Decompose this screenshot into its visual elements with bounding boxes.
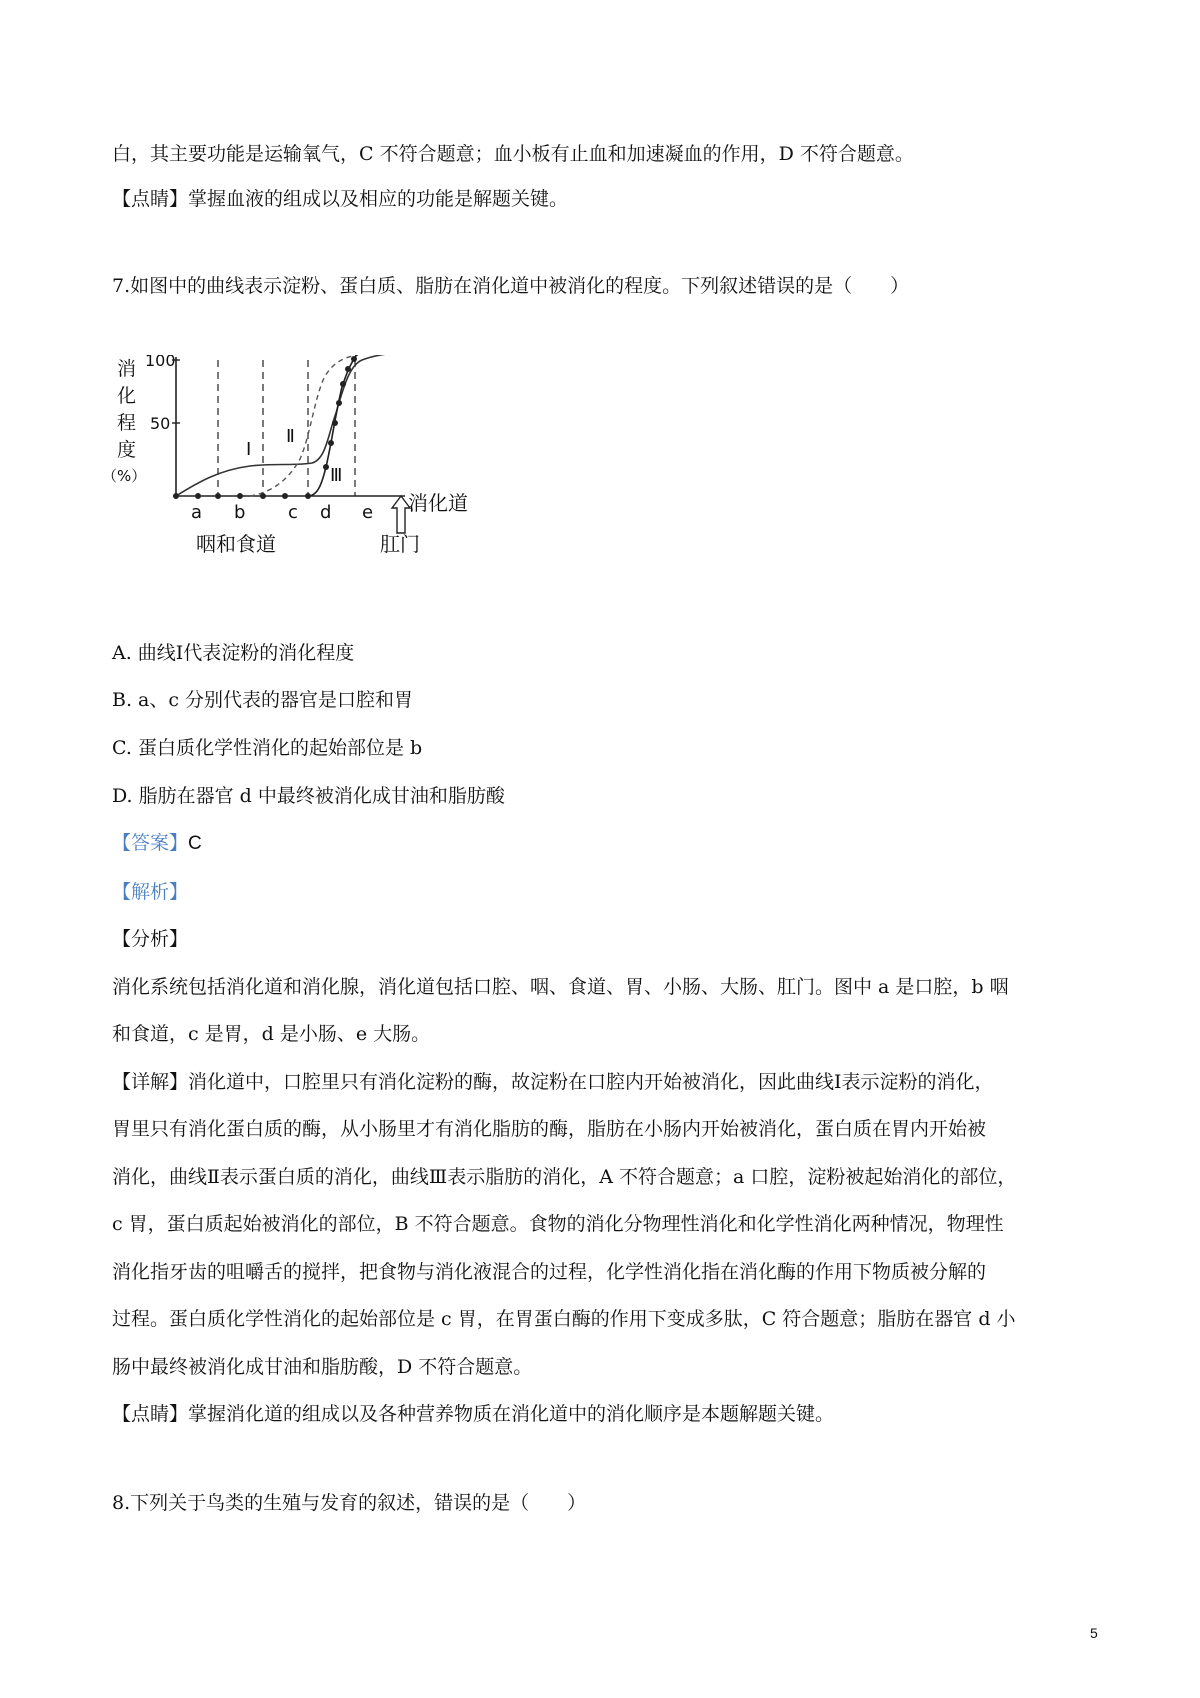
region-label: c — [288, 502, 298, 523]
analysis-line: 和食道，c 是胃，d 是小肠、e 大肠。 — [112, 1023, 431, 1045]
pharynx-label: 咽和食道 — [196, 532, 276, 556]
y-axis-label-char: 度 — [117, 439, 137, 461]
curve-fat-marker — [340, 381, 346, 387]
detail-line: 消化，曲线Ⅱ表示蛋白质的消化，曲线Ⅲ表示脂肪的消化，A 不符合题意；a 口腔，淀粉被起始消化的部位， — [112, 1166, 1017, 1188]
point-line: 【点睛】掌握消化道的组成以及各种营养物质在消化道中的消化顺序是本题解题关键。 — [112, 1403, 835, 1425]
region-label: b — [234, 502, 246, 523]
axis-marker — [305, 493, 311, 499]
curve-fat-marker — [328, 440, 334, 446]
axis-marker — [195, 493, 201, 499]
curve-fat-markers — [323, 356, 357, 470]
axis-marker — [173, 493, 179, 499]
analysis-line: 消化系统包括消化道和消化腺，消化道包括口腔、咽、食道、胃、小肠、大肠、肛门。图中 a 是口腔，b 咽 — [112, 976, 1009, 998]
text-line: 白，其主要功能是运输氧气，C 不符合题意；血小板有止血和加速凝血的作用，D 不符合题意。 — [112, 143, 914, 165]
question-stem: 7.如图中的曲线表示淀粉、蛋白质、脂肪在消化道中被消化的程度。下列叙述错误的是（ ） — [112, 275, 910, 297]
option-b: B. a、c 分别代表的器官是口腔和胃 — [112, 689, 414, 711]
answer-line — [112, 830, 1102, 857]
y-axis-unit: （%） — [102, 467, 147, 485]
curve-fat-marker — [345, 366, 351, 372]
curve-label: Ⅰ — [246, 439, 252, 460]
detail-line: c 胃，蛋白质起始被消化的部位，B 不符合题意。食物的消化分物理性消化和化学性消化两种情况，物理性 — [112, 1213, 1004, 1235]
detail-line: 胃里只有消化蛋白质的酶，从小肠里才有消化脂肪的酶，脂肪在小肠内开始被消化，蛋白质在胃内开始被 — [112, 1118, 987, 1140]
detail-line: 【详解】消化道中，口腔里只有消化淀粉的酶，故淀粉在口腔内开始被消化，因此曲线Ⅰ表示淀粉的消化， — [112, 1071, 994, 1093]
option-c: C. 蛋白质化学性消化的起始部位是 b — [112, 737, 423, 759]
y-tick-label: 100 — [145, 355, 176, 370]
curve-label: Ⅱ — [286, 426, 295, 447]
region-label: e — [362, 502, 374, 523]
answer-value: C — [188, 833, 202, 854]
analysis-label: 【分析】 — [112, 928, 189, 950]
y-axis-label-char: 程 — [117, 412, 137, 434]
digestion-chart — [100, 355, 500, 570]
region-label: d — [320, 502, 332, 523]
detail-line: 肠中最终被消化成甘油和脂肪酸，D 不符合题意。 — [112, 1356, 533, 1378]
text-line: 【点睛】掌握血液的组成以及相应的功能是解题关键。 — [112, 188, 569, 210]
anus-label: 肛门 — [380, 532, 420, 556]
question-stem: 8.下列关于鸟类的生殖与发育的叙述，错误的是（ ） — [112, 1492, 587, 1514]
curve-fat-marker — [323, 464, 329, 470]
explain-label: 【解析】 — [112, 881, 189, 903]
axis-marker — [260, 493, 266, 499]
axis-marker — [215, 493, 221, 499]
page-number: 5 — [1090, 1625, 1098, 1641]
option-a: A. 曲线Ⅰ代表淀粉的消化程度 — [112, 642, 355, 664]
region-label: a — [191, 502, 203, 523]
curve-label: Ⅲ — [330, 465, 343, 486]
curve-fat-marker — [332, 420, 338, 426]
detail-line: 消化指牙齿的咀嚼舌的搅拌，把食物与消化液混合的过程，化学性消化指在消化酶的作用下物质被分解的 — [112, 1261, 987, 1283]
curve-fat-marker — [336, 400, 342, 406]
axis-marker — [237, 493, 243, 499]
answer-label: 【答案】 — [112, 832, 189, 854]
curve-fat-marker — [351, 356, 357, 362]
y-axis-label-char: 消 — [117, 358, 137, 380]
axis-marker — [282, 493, 288, 499]
x-axis-label: 消化道 — [408, 491, 468, 515]
y-axis-label-char: 化 — [117, 385, 137, 407]
y-tick-label: 50 — [150, 414, 171, 433]
detail-line: 过程。蛋白质化学性消化的起始部位是 c 胃，在胃蛋白酶的作用下变成多肽，C 符合题意；脂肪在器官 d 小 — [112, 1308, 1016, 1330]
option-d: D. 脂肪在器官 d 中最终被消化成甘油和脂肪酸 — [112, 785, 505, 807]
